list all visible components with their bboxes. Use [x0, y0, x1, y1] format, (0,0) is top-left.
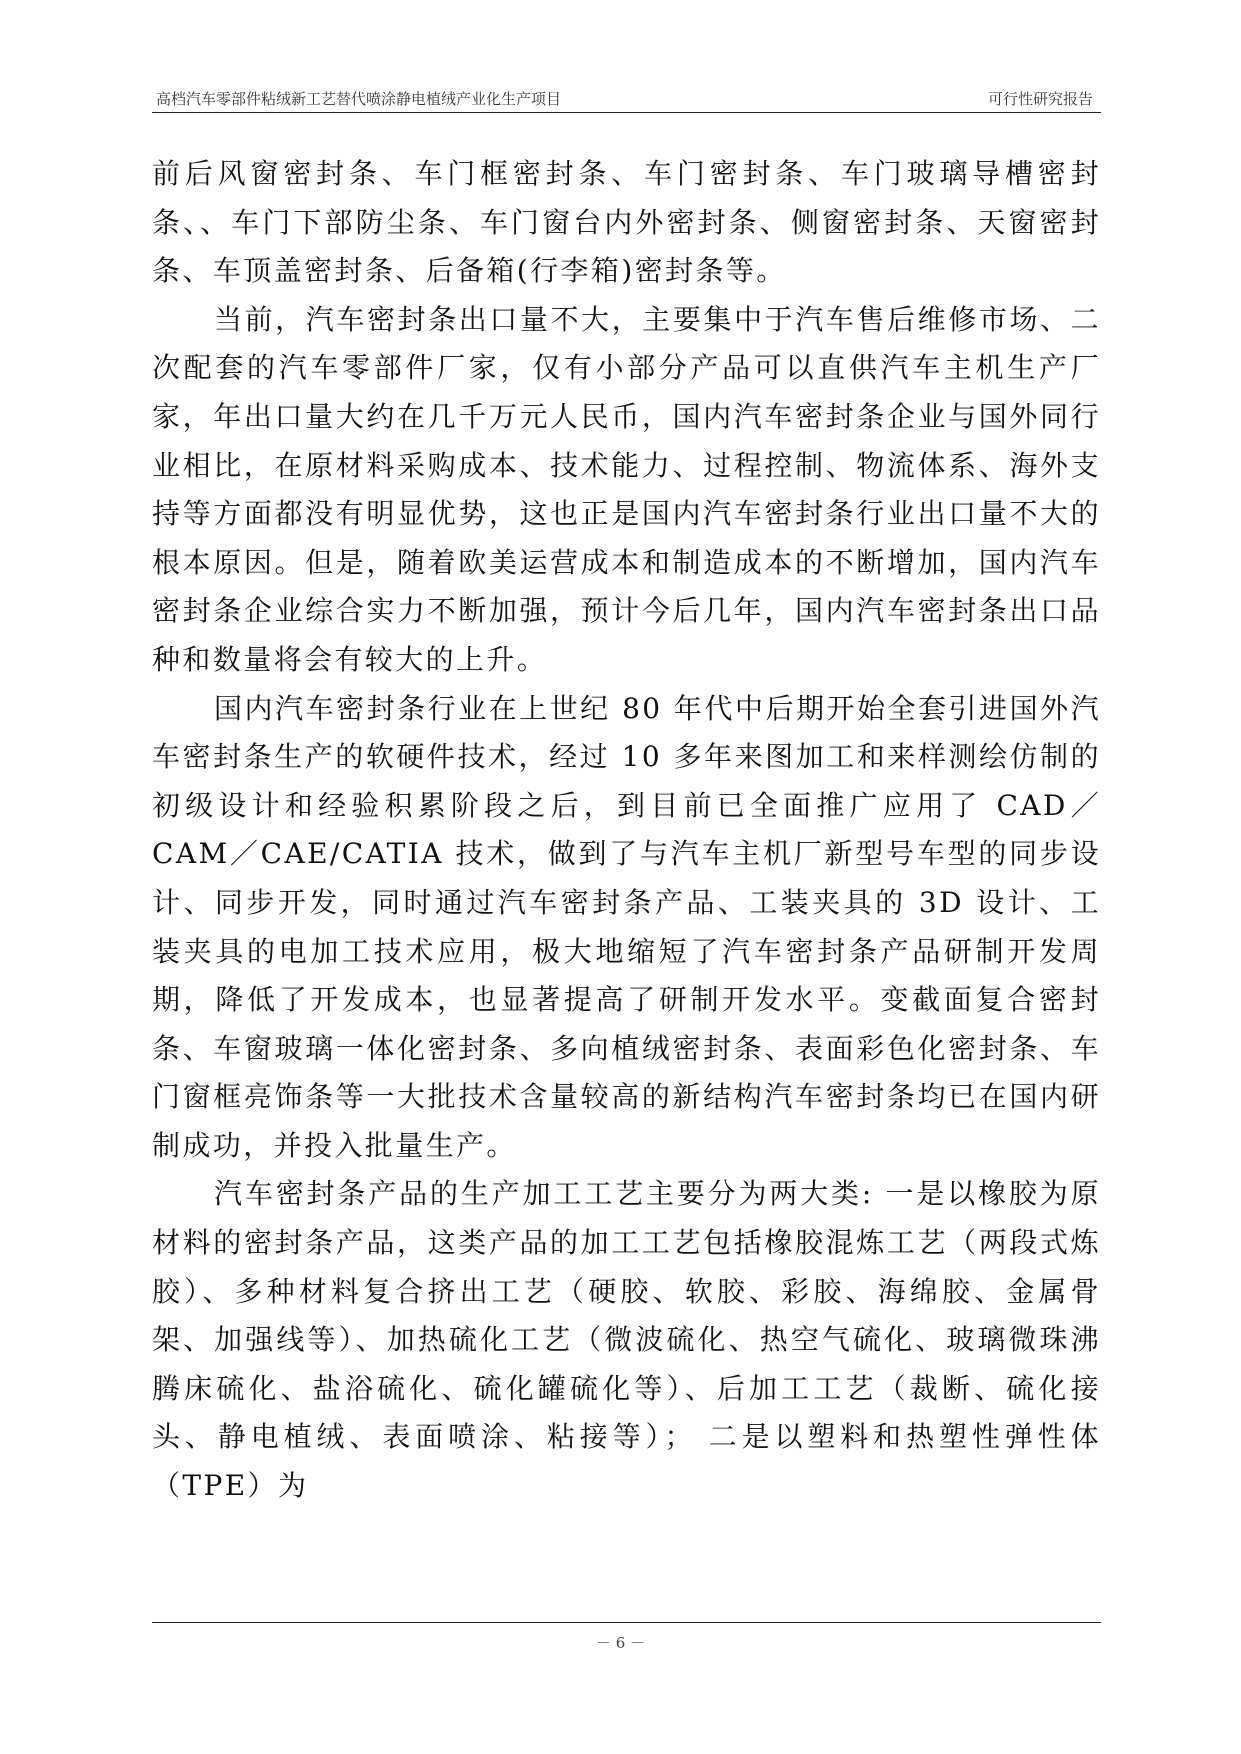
header-rule: [152, 112, 1101, 113]
paragraph-1: 前后风窗密封条、车门框密封条、车门密封条、车门玻璃导槽密封条、、车门下部防尘条、车门窗台内外密封条、侧窗密封条、天窗密封条、车顶盖密封条、后备箱(行李箱)密封条等。: [152, 157, 1101, 288]
paragraph-4: 汽车密封条产品的生产加工工艺主要分为两大类: 一是以橡胶为原材料的密封条产品，这类产品的加工工艺包括橡胶混炼工艺（两段式炼胶）、多种材料复合挤出工艺（硬胶、软胶、彩胶、海绵胶、金属骨架、加强线等）、加热硫化工艺（微波硫化、热空气硫化、玻璃微珠沸腾床硫化、盐浴硫化、硫化罐硫化等）、后加工工艺（裁断、硫化接头、静电植绒、表面喷涂、粘接等）； 二是以塑料和热塑性弹性体（TPE）为: [152, 1177, 1101, 1503]
paragraph-2: 当前，汽车密封条出口量不大，主要集中于汽车售后维修市场、二次配套的汽车零部件厂家，仅有小部分产品可以直供汽车主机生产厂家，年出口量大约在几千万元人民币，国内汽车密封条企业与国外同行业相比，在原材料采购成本、技术能力、过程控制、物流体系、海外支持等方面都没有明显优势，这也正是国内汽车密封条行业出口量不大的根本原因。但是，随着欧美运营成本和制造成本的不断增加，国内汽车密封条企业综合实力不断加强，预计今后几年，国内汽车密封条出口品种和数量将会有较大的上升。: [152, 302, 1101, 676]
page-number: － 6 －: [595, 1634, 646, 1652]
paragraph-3: 国内汽车密封条行业在上世纪 80 年代中后期开始全套引进国外汽车密封条生产的软硬件技术，经过 10 多年来图加工和来样测绘仿制的初级设计和经验积累阶段之后，到目前已全面推广应用了 CAD／CAM／CAE/CATIA 技术，做到了与汽车主机厂新型号车型的同步设计、同步开发，同时通过汽车密封条产品、工装夹具的 3D 设计、工装夹具的电加工技术应用，极大地缩短了汽车密封条产品研制开发周期，降低了开发成本，也显著提高了研制开发水平。变截面复合密封条、车窗玻璃一体化密封条、多向植绒密封条、表面彩色化密封条、车门窗框亮饰条等一大批技术含量较高的新结构汽车密封条均已在国内研制成功，并投入批量生产。: [152, 691, 1101, 1162]
footer-rule: [152, 1622, 1101, 1623]
body-text: [152, 150, 1101, 1511]
header-document-type: 可行性研究报告: [987, 90, 1093, 108]
page-header: [152, 86, 1101, 114]
header-project-title: 高档汽车零部件粘绒新工艺替代喷涂静电植绒产业化生产项目: [156, 90, 562, 108]
